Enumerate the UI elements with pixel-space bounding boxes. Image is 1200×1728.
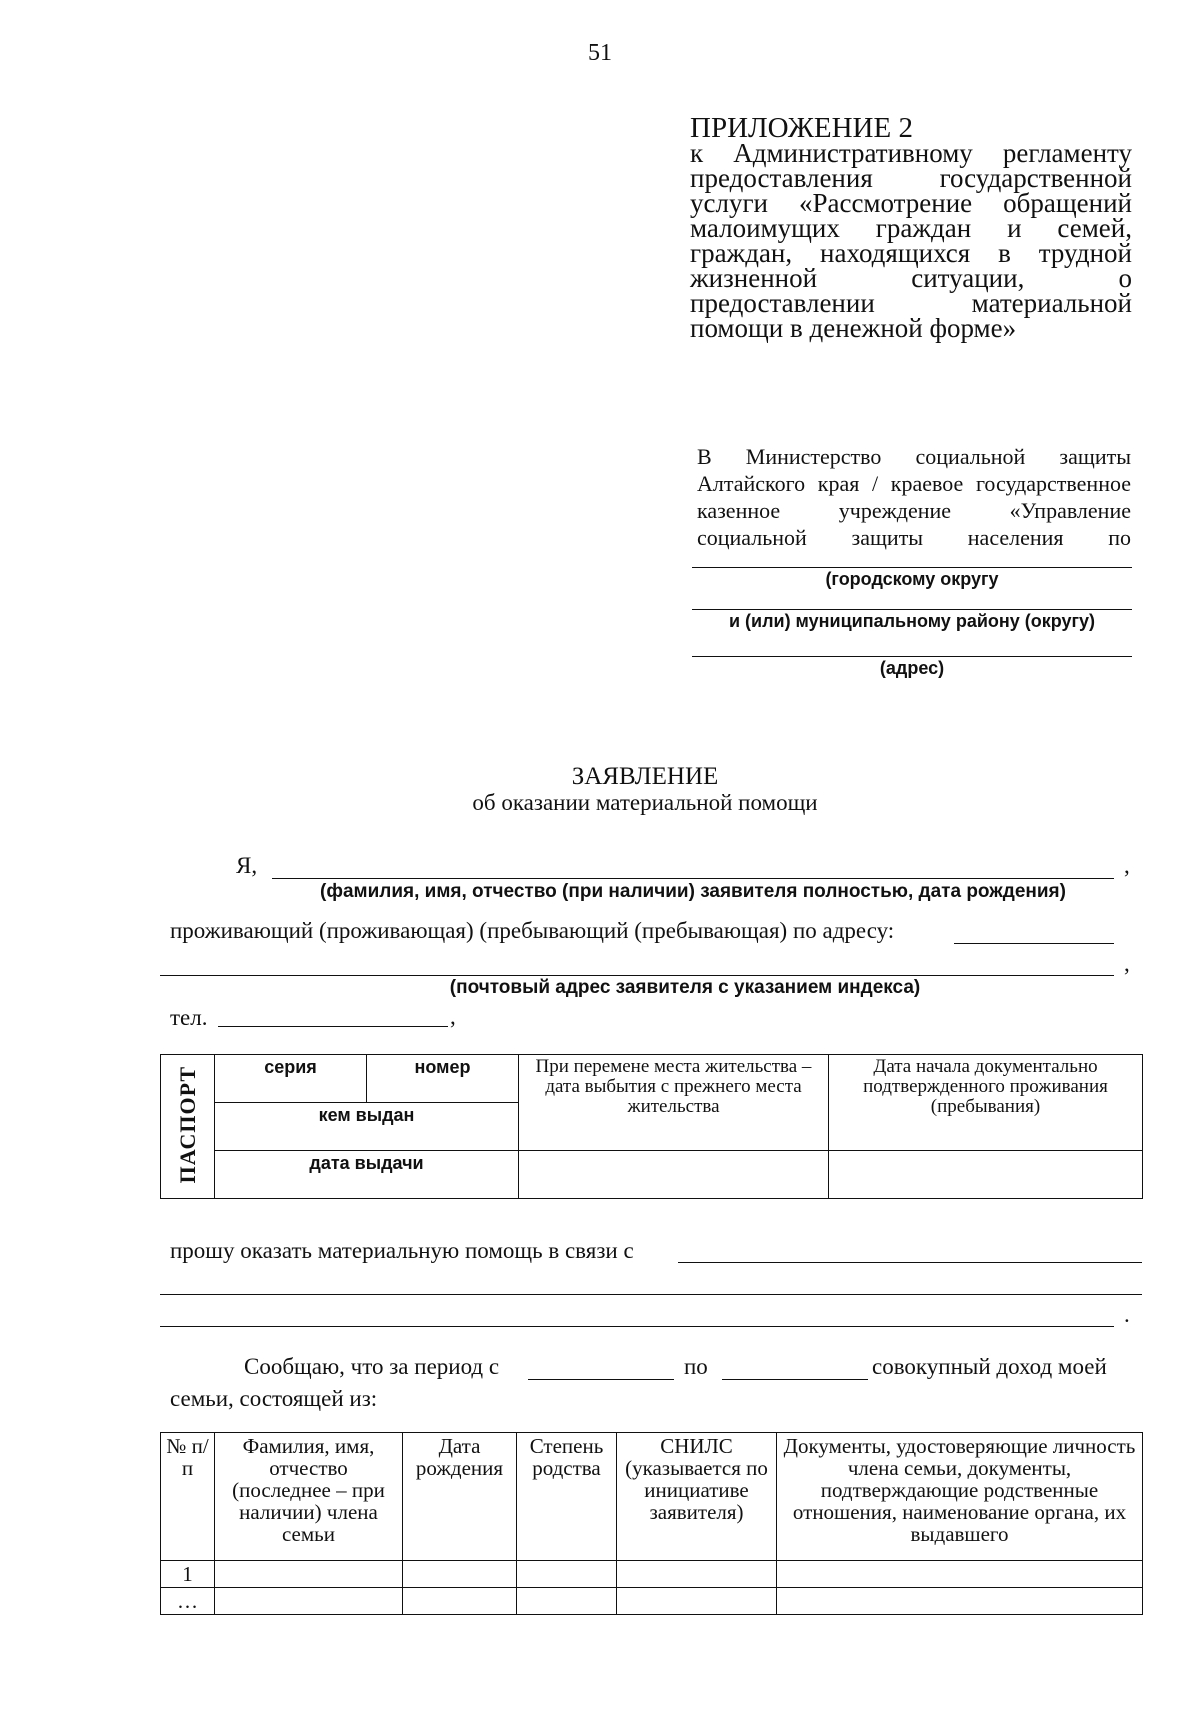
family-header-birthdate: Дата рождения bbox=[403, 1433, 517, 1561]
family-header-name: Фамилия, имя, отчество (последнее – при наличии) члена семьи bbox=[215, 1433, 403, 1561]
move-date-input-cell[interactable] bbox=[519, 1151, 829, 1199]
family-row-number: 1 bbox=[161, 1561, 215, 1588]
income-text-4: семьи, состоящей из: bbox=[170, 1386, 378, 1411]
name-caption: (фамилия, имя, отчество (при наличии) заявителя полностью, дата рождения) bbox=[320, 881, 1066, 902]
period-from-line[interactable] bbox=[528, 1379, 674, 1380]
passport-side-label: ПАСПОРТ bbox=[174, 1065, 200, 1184]
income-text-3: совокупный доход моей bbox=[872, 1354, 1107, 1379]
table-row bbox=[161, 1561, 1143, 1588]
passport-table bbox=[160, 1054, 1143, 1199]
addressee-line-3[interactable] bbox=[692, 656, 1132, 657]
period-to-line[interactable] bbox=[722, 1379, 868, 1380]
appendix-text: к Административному регламенту предоставления государственной услуги «Рассмотрение обращений малоимущих граждан и семей, граждан, находящихся в трудной жизненной ситуации, о предоставлении материальной помощи в денежной форме» bbox=[690, 138, 1132, 343]
request-period: . bbox=[1124, 1302, 1130, 1327]
addressee-caption-2: и (или) муниципальному району (округу) bbox=[728, 611, 1096, 631]
family-row-birthdate-cell[interactable] bbox=[403, 1561, 517, 1588]
addressee-line-1[interactable] bbox=[692, 567, 1132, 568]
addressee-caption-1: (городскому округу bbox=[825, 569, 999, 589]
addressee-text: В Министерство социальной защиты Алтайского края / краевое государственное казенное учреждение «Управление социальной защиты населения по bbox=[697, 444, 1131, 550]
family-row-birthdate-cell[interactable] bbox=[403, 1588, 517, 1615]
applicant-name-line[interactable] bbox=[272, 878, 1114, 879]
move-date-header: При перемене места жительства – дата выбытия с прежнего места жительства bbox=[519, 1055, 829, 1151]
passport-issue-date-cell[interactable] bbox=[215, 1151, 519, 1199]
phone-label: тел. bbox=[170, 1005, 208, 1030]
family-row-relation-cell[interactable] bbox=[517, 1561, 617, 1588]
request-label: прошу оказать материальную помощь в связи с bbox=[170, 1238, 634, 1263]
name-comma: , bbox=[1124, 853, 1130, 878]
passport-issued-by-cell[interactable] bbox=[215, 1103, 519, 1151]
family-header-relation: Степень родства bbox=[517, 1433, 617, 1561]
income-text-2: по bbox=[684, 1354, 708, 1379]
passport-issue-date-label: дата выдачи bbox=[309, 1153, 424, 1173]
address-caption: (почтовый адрес заявителя с указанием индекса) bbox=[449, 977, 921, 998]
passport-series-label: серия bbox=[264, 1057, 317, 1077]
i-label: Я, bbox=[236, 853, 258, 878]
address-line-1[interactable] bbox=[954, 943, 1114, 944]
family-row-relation-cell[interactable] bbox=[517, 1588, 617, 1615]
table-row bbox=[161, 1588, 1143, 1615]
phone-line[interactable] bbox=[218, 1026, 448, 1027]
addressee-caption-3: (адрес) bbox=[879, 658, 945, 678]
address-comma: , bbox=[1124, 951, 1130, 976]
form-title: ЗАЯВЛЕНИЕ bbox=[571, 763, 719, 790]
residence-date-input-cell[interactable] bbox=[829, 1151, 1143, 1199]
passport-number-label: номер bbox=[414, 1057, 471, 1077]
passport-series-cell[interactable] bbox=[215, 1055, 367, 1103]
passport-number-cell[interactable] bbox=[367, 1055, 519, 1103]
passport-issued-by-label: кем выдан bbox=[318, 1105, 415, 1125]
family-row-documents-cell[interactable] bbox=[777, 1561, 1143, 1588]
residence-date-header: Дата начала документально подтвержденного проживания (пребывания) bbox=[829, 1055, 1143, 1151]
request-line-1[interactable] bbox=[678, 1262, 1142, 1263]
family-header-documents: Документы, удостоверяющие личность члена семьи, документы, подтверждающие родственные отношения, наименование органа, их выдавшего bbox=[777, 1433, 1143, 1561]
family-row-name-cell[interactable] bbox=[215, 1588, 403, 1615]
family-row-snils-cell[interactable] bbox=[617, 1561, 777, 1588]
family-row-name-cell[interactable] bbox=[215, 1561, 403, 1588]
form-subtitle: об оказании материальной помощи bbox=[472, 790, 818, 815]
family-row-number: … bbox=[161, 1588, 215, 1615]
appendix-block bbox=[690, 112, 1132, 343]
appendix-heading: ПРИЛОЖЕНИЕ 2 bbox=[690, 112, 913, 144]
request-line-3[interactable] bbox=[160, 1326, 1114, 1327]
family-header-snils: СНИЛС (указывается по инициативе заявителя) bbox=[617, 1433, 777, 1561]
residing-label: проживающий (проживающая) (пребывающий (пребывающая) по адресу: bbox=[170, 918, 895, 943]
phone-comma: , bbox=[450, 1004, 456, 1029]
page-number: 51 bbox=[588, 40, 612, 66]
address-line-2[interactable] bbox=[160, 975, 1114, 976]
addressee-line-2[interactable] bbox=[692, 609, 1132, 610]
family-table-header-row bbox=[161, 1433, 1143, 1561]
request-line-2[interactable] bbox=[160, 1294, 1142, 1295]
income-text-1: Сообщаю, что за период с bbox=[244, 1354, 500, 1379]
family-row-documents-cell[interactable] bbox=[777, 1588, 1143, 1615]
family-row-snils-cell[interactable] bbox=[617, 1588, 777, 1615]
passport-side-label-cell bbox=[161, 1055, 215, 1199]
family-table bbox=[160, 1432, 1143, 1615]
family-header-number: № п/п bbox=[161, 1433, 215, 1561]
